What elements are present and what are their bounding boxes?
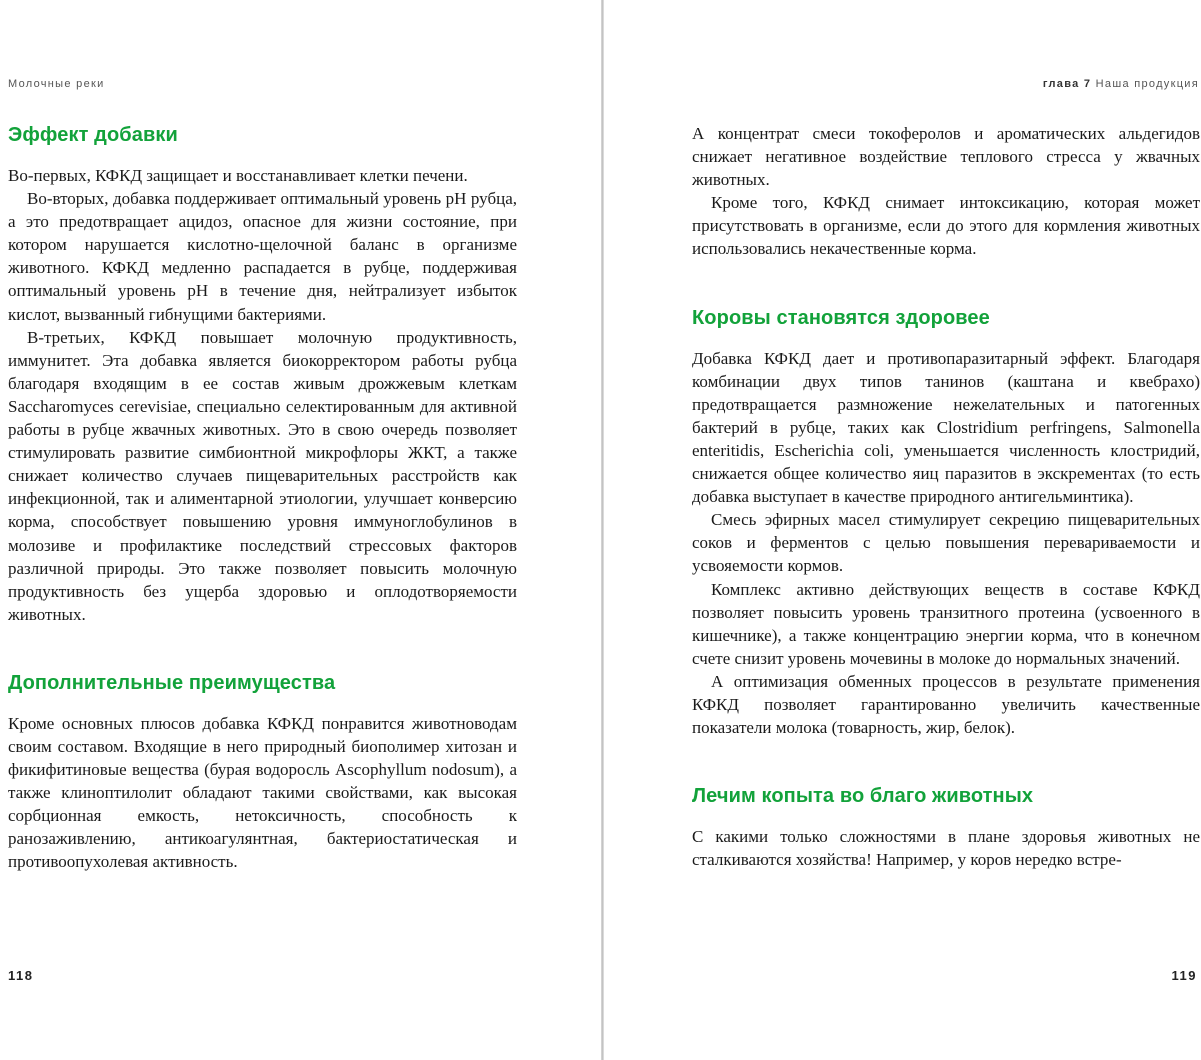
paragraph: А оптимизация обменных процессов в результате применения КФКД позволяет гарантированно увеличить качественные показатели молока (товарность, жир, белок). bbox=[692, 671, 1200, 738]
right-page bbox=[604, 0, 1201, 1060]
running-head bbox=[1043, 78, 1199, 90]
paragraph: В-третьих, КФКД повышает молочную продуктивность, иммунитет. Эта добавка является биокорректором работы рубца благодаря входящим в ее состав живым дрожжевым клеткам Saccharomyces cerevisiae, специально селектированным для активной работы в рубце жвачных животных. Это в свою очередь позволяет стимулировать развитие симбионтной микрофлоры ЖКТ, а также снижает количество случаев пищеварительных расстройств как инфекционной, так и алиментарной этиологии, улучшает конверсию корма, способствует повышению уровня иммуноглобулинов в молозиве и профилактике последствий стрессовых факторов различной природы. Это также позволяет повысить молочную продуктивность без ущерба здоровью и оплодотворяемости животных. bbox=[8, 327, 517, 624]
paragraph: Комплекс активно действующих веществ в составе КФКД позволяет повысить уровень транзитного протеина (усвоенного в кишечнике), а также концентрацию энергии корма, что в конечном счете снизит уровень мочевины в молоке до нормальных значений. bbox=[692, 579, 1200, 668]
left-text-column bbox=[8, 122, 517, 874]
chapter-title: Наша продукция bbox=[1095, 78, 1199, 90]
paragraph: Во-вторых, добавка поддерживает оптимальный уровень pH рубца, а это предотвращает ацидоз, опасное для жизни состояние, при котором нарушается кислотно-щелочной баланс в организме животного. КФКД медленно распадается в рубце, поддерживая оптимальный уровень pH в течение дня, нейтрализует избыток кислот, вызванный гибнущими бактериями. bbox=[8, 189, 517, 324]
page-number: 118 bbox=[8, 968, 34, 983]
paragraph: Кроме основных плюсов добавка КФКД понравится животноводам своим составом. Входящие в него природный биополимер хитозан и фикифитиновые вещества (бурая водоросль Ascophyllum nodosum), а также клиноптилолит обладают такими свойствами, как высокая сорбционная емкость, нетоксичность, способность к ранозаживлению, антикоагулянтная, бактериостатическая и противоопухолевая активность. bbox=[8, 713, 517, 872]
section-heading: Дополнительные преимущества bbox=[8, 671, 336, 694]
chapter-label: глава 7 bbox=[1042, 78, 1092, 90]
paragraph: Во-первых, КФКД защищает и восстанавливает клетки печени. bbox=[8, 166, 468, 185]
right-text-column bbox=[692, 122, 1200, 871]
page-number: 119 bbox=[1171, 968, 1197, 983]
paragraph: А концентрат смеси токоферолов и ароматических альдегидов снижает негативное воздействие теплового стресса у жвачных животных. bbox=[692, 124, 1200, 190]
paragraph: Добавка КФКД дает и противопаразитарный эффект. Благодаря комбинации двух типов танинов (каштана и квебрахо) предотвращается размножение нежелательных и патогенных бактерий в рубце, таких как Clostridium perfringens, Salmonella enteritidis, Escherichia coli, уменьшается численность клостридий, снижается общее количество яиц паразитов в экскрементах (то есть добавка выступает в качестве природного антигельминтика). bbox=[692, 348, 1200, 507]
section-heading: Лечим копыта во благо животных bbox=[692, 785, 1034, 808]
section-heading: Эффект добавки bbox=[8, 124, 178, 146]
paragraph: С какими только сложностями в плане здоровья животных не сталкиваются хозяйства! Например, у коров нередко встре- bbox=[692, 827, 1200, 870]
paragraph: Кроме того, КФКД снимает интоксикацию, которая может присутствовать в организме, если до этого для кормления животных использовались некачественные корма. bbox=[692, 193, 1200, 259]
running-head: Молочные реки bbox=[8, 78, 105, 90]
paragraph: Смесь эфирных масел стимулирует секрецию пищеварительных соков и ферментов с целью повышения перевариваемости и усвояемости кормов. bbox=[692, 510, 1200, 576]
section-heading: Коровы становятся здоровее bbox=[692, 306, 990, 329]
